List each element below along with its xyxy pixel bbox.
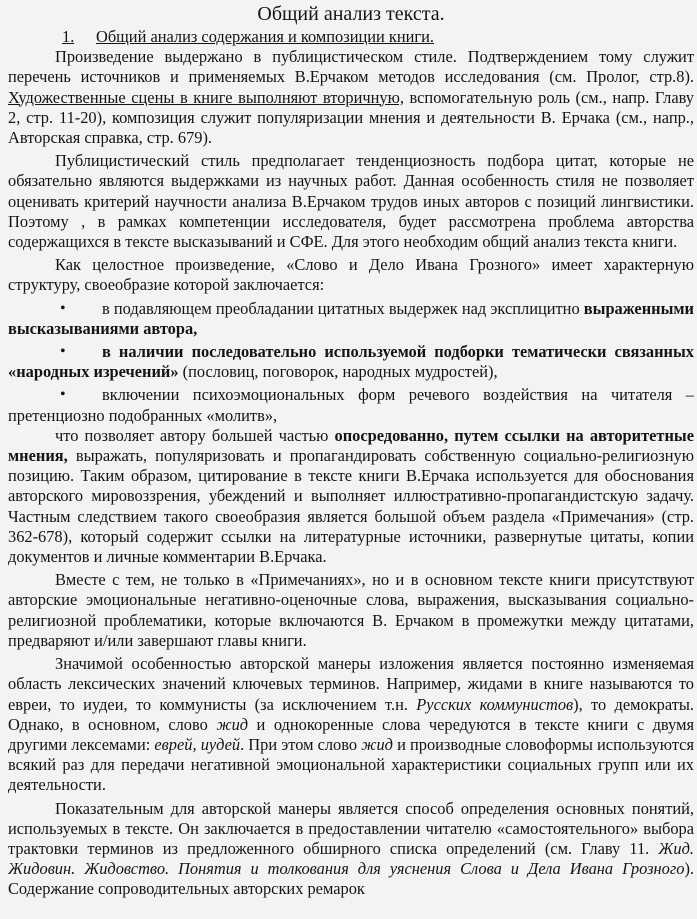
paragraph-7-part-c: ). Содержание сопроводительных авторских ремарок (8, 859, 694, 899)
bullet-3-text: включении психоэмоциональных форм речевого воздействия на читателя – претенциозно подобранных «молитв», (8, 385, 694, 425)
paragraph-6-italic-c: еврей, иудей (154, 734, 241, 754)
section-heading (62, 27, 694, 47)
bullet-2-bold: в наличии последовательно используемой подборки тематически связанных «народных изречений» (8, 342, 694, 382)
paragraph-6-part-i: и производные словоформы используются всякий раз для передачи негативной эмоциональной характеристики социальных групп или их деятельности. (8, 734, 694, 795)
paragraph-4-part-c: выражать, популяризовать и пропагандировать собственную социально-религиозную позицию. Таким образом, цитирование в тексте книги В.Ерчака используется для обоснования авторского мировоззрения, убеждений и выполняет иллюстративно-пропагандистскую задачу. Частным следствием такого своеобразия является большой объем раздела «Примечания» (стр. 362-678), который содержит ссылки на литературные источники, развернутые цитаты, копии документов и личные комментарии В.Ерчака. (8, 446, 694, 567)
bullet-item-1 (8, 299, 694, 339)
paragraph-6-italic-a: Русских коммунистов (416, 694, 574, 714)
paragraph-6 (8, 654, 694, 795)
paragraph-1-part-c: вспомогательную роль (см., напр. Главу 2, стр. 11-20), композиция служит популяризации мнения и деятельности В. Ерчака (см., напр., Авторская справка, стр. 679). (8, 87, 694, 148)
bullet-2-text: (пословиц, поговорок, народных мудростей), (182, 362, 498, 382)
paragraph-6-part-g: . При этом слово (240, 734, 362, 754)
bullet-item-3 (8, 385, 694, 425)
paragraph-6-part-c: ), то демократы. Однако, в основном, слово (8, 694, 694, 734)
paragraph-6-italic-b: жид (216, 714, 249, 734)
paragraph-5: Вместе с тем, не только в «Примечаниях», но и в основном тексте книги присутствуют авторские эмоциональные негативно-оценочные слова, выражения, высказывания социально-религиозной проблематики, которые включаются В. Ерчаком в промежутки между цитатами, предваряют и/или завершают главы книги. (8, 570, 694, 650)
paragraph-2: Публицистический стиль предполагает тенденциозность подбора цитат, которые не обязательно являются выдержками из научных работ. Данная особенность стиля не позволяет оценивать критерий научности анализа В.Ерчаком трудов иных авторов с позиций лингвистики. Поэтому , в рамках компетенции исследователя, будет рассмотрена проблема авторства содержащихся в тексте высказываний и СФЕ. Для этого необходим общий анализ текста книги. (8, 151, 694, 252)
paragraph-1-part-a: Произведение выдержано в публицистическом стиле. Подтверждением тому служит перечень источников и применяемых В.Ерчаком методов исследования (см. Пролог, стр.8). (8, 47, 694, 87)
paragraph-1-underlined: Художественные сцены в книге выполняют вторичную, (8, 87, 404, 107)
paragraph-7 (8, 799, 694, 900)
paragraph-3: Как целостное произведение, «Слово и Дело Ивана Грозного» имеет характерную структуру, своеобразие которой заключается: (8, 255, 694, 295)
bullet-icon: • (60, 386, 66, 404)
document-title: Общий анализ текста. (257, 3, 445, 25)
document-page (8, 0, 694, 919)
bullet-1-text: в подавляющем преобладании цитатных выдержек над эксплицитно (102, 298, 584, 318)
paragraph-6-italic-d: жид (361, 734, 393, 754)
bullet-icon: • (60, 343, 66, 361)
paragraph-4 (8, 426, 694, 567)
paragraph-6-part-e: и однокоренные слова чередуются в тексте книги с двумя другими лексемами: (8, 714, 694, 754)
bullet-1-bold: выраженными высказываниями автора, (8, 298, 694, 338)
paragraph-1 (8, 47, 694, 148)
paragraph-6-part-a: Значимой особенностью авторской манеры изложения является постоянно изменяемая область лексических значений ключевых терминов. Например, жидами в книге называются то евреи, то иудеи, то коммунисты (за исключением т.н. (8, 654, 694, 714)
paragraph-4-bold: опосредованно, путем ссылки на авторитетные мнения, (8, 425, 694, 466)
paragraph-7-italic: Жид. Жидовин. Жидовство. Понятия и толкования для уяснения Слова и Дела Ивана Грозного (8, 838, 694, 879)
bullet-item-2 (8, 342, 694, 382)
paragraph-7-part-a: Показательным для авторской манеры является способ определения основных понятий, используемых в тексте. Он заключается в предоставлении читателю «самостоятельного» выбора трактовки терминов из предложенного обширного списка определений (см. Главу 11. (8, 798, 694, 858)
section-number: 1. (62, 27, 75, 46)
bullet-icon: • (60, 299, 66, 317)
paragraph-4-part-a: что позволяет автору большей частью (55, 425, 335, 445)
section-heading-text: Общий анализ содержания и композиции книги. (96, 27, 434, 46)
